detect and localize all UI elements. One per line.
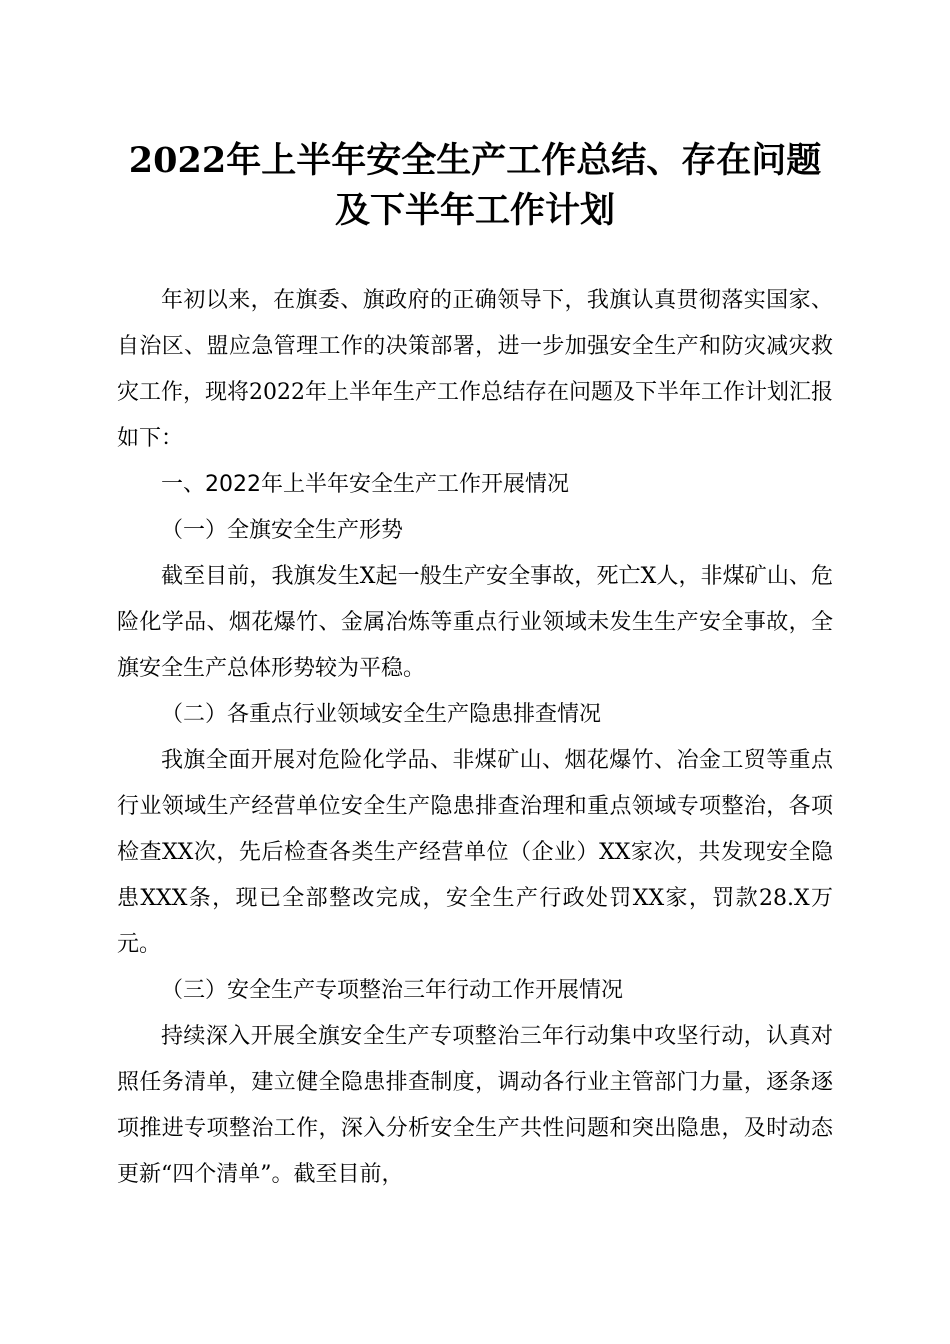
document-body	[117, 278, 833, 1198]
subsection-heading-1: （一）全旗安全生产形势	[161, 518, 404, 543]
document-title-line-1: 2022年上半年安全生产工作总结、存在问题	[128, 140, 822, 181]
body-paragraph: 截至目前，我旗发生X起一般生产安全事故，死亡X人，非煤矿山、危险化学品、烟花爆竹、金属冶炼等重点行业领域未发生生产安全事故，全旗安全生产总体形势较为平稳。	[117, 564, 833, 681]
body-paragraph: 持续深入开展全旗安全生产专项整治三年行动集中攻坚行动，认真对照任务清单，建立健全隐患排查制度，调动各行业主管部门力量，逐条逐项推进专项整治工作，深入分析安全生产共性问题和突出隐患，及时动态更新“四个清单”。截至目前，	[117, 1024, 833, 1187]
body-paragraph: 我旗全面开展对危险化学品、非煤矿山、烟花爆竹、冶金工贸等重点行业领域生产经营单位安全生产隐患排查治理和重点领域专项整治，各项检查XX次，先后检查各类生产经营单位（企业）XX家次，共发现安全隐患XXX条，现已全部整改完成，安全生产行政处罚XX家，罚款28.X万元。	[117, 748, 833, 957]
intro-paragraph: 年初以来，在旗委、旗政府的正确领导下，我旗认真贯彻落实国家、自治区、盟应急管理工作的决策部署，进一步加强安全生产和防灾减灾救灾工作，现将2022年上半年生产工作总结存在问题及下半年工作计划汇报如下：	[117, 288, 833, 451]
document-title-line-2: 及下半年工作计划	[334, 190, 615, 231]
section-heading-1: 一、2022年上半年安全生产工作开展情况	[161, 472, 569, 497]
subsection-heading-2: （二）各重点行业领域安全生产隐患排查情况	[161, 702, 602, 727]
subsection-heading-3: （三）安全生产专项整治三年行动工作开展情况	[161, 978, 624, 1003]
